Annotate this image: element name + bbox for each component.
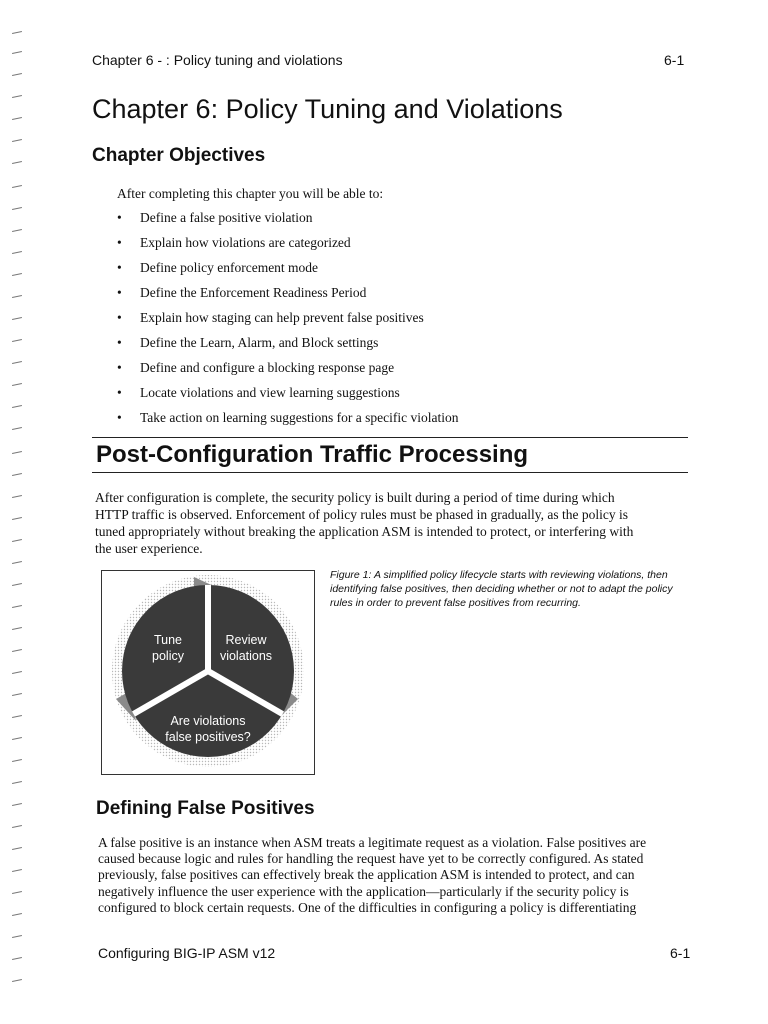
running-header-page-number: 6-1 bbox=[664, 52, 685, 68]
objective-text: Define and configure a blocking response page bbox=[140, 360, 395, 375]
section-rule-bottom bbox=[92, 472, 688, 473]
objective-item bbox=[117, 285, 458, 310]
policy-lifecycle-diagram bbox=[102, 571, 314, 774]
bullet-icon: • bbox=[117, 410, 122, 425]
bullet-icon: • bbox=[117, 285, 122, 300]
footer-title: Configuring BIG-IP ASM v12 bbox=[98, 945, 276, 961]
objective-text: Define policy enforcement mode bbox=[140, 260, 319, 275]
section-rule-top bbox=[92, 437, 688, 438]
segment-label-tune-2: policy bbox=[152, 649, 184, 663]
footer-page-number: 6-1 bbox=[670, 945, 691, 961]
bullet-icon: • bbox=[117, 335, 122, 350]
subsection-paragraph: A false positive is an instance when ASM treats a legitimate request as a violation. False positives are caused because logic and rules for handling the request have yet to be correctly configured. As stated previously, false positives can effectively break the application ASM is intended to protect, and can negatively influence the user experience with the application—particularly if the security policy is configured to block certain requests. One of the difficulties in configuring a policy is differentiating bbox=[98, 835, 647, 915]
bullet-icon: • bbox=[117, 210, 122, 225]
objective-text: Explain how staging can help prevent false positives bbox=[140, 310, 424, 325]
segment-label-tune-1: Tune bbox=[153, 633, 183, 647]
figure-caption: Figure 1: A simplified policy lifecycle starts with reviewing violations, then identifying false positives, then deciding whether or not to adapt the policy rules in order to prevent false positives from recurring. bbox=[330, 569, 673, 609]
objective-item bbox=[117, 335, 458, 360]
section-paragraph: After configuration is complete, the security policy is built during a period of time during which HTTP traffic is observed. Enforcement of policy rules must be phased in gradually, as the policy is tuned appropriately without breaking the application ASM is intended to protect, or interfering with the user experience. bbox=[95, 490, 634, 556]
chapter-title: Chapter 6: Policy Tuning and Violations bbox=[92, 94, 563, 124]
objective-item bbox=[117, 210, 458, 235]
objective-text: Define the Learn, Alarm, and Block settings bbox=[140, 335, 379, 350]
objective-item bbox=[117, 360, 458, 385]
policy-lifecycle-figure bbox=[101, 570, 315, 775]
segment-label-review-2: violations bbox=[219, 649, 273, 663]
objectives-intro: After completing this chapter you will be able to: bbox=[117, 186, 384, 201]
objectives-list bbox=[117, 210, 458, 435]
segment-label-review-1: Review bbox=[225, 633, 267, 647]
section-heading: Post-Configuration Traffic Processing bbox=[96, 441, 529, 468]
bullet-icon: • bbox=[117, 310, 122, 325]
objective-item bbox=[117, 310, 458, 335]
subsection-heading: Defining False Positives bbox=[96, 798, 315, 819]
running-header-title: Chapter 6 - : Policy tuning and violations bbox=[92, 52, 343, 68]
bullet-icon: • bbox=[117, 235, 122, 250]
segment-label-falsepos-2: false positives? bbox=[165, 730, 251, 744]
segment-label-falsepos-1: Are violations bbox=[170, 714, 246, 728]
bullet-icon: • bbox=[117, 385, 122, 400]
objective-text: Take action on learning suggestions for a specific violation bbox=[140, 410, 459, 425]
scan-margin-marks bbox=[0, 0, 40, 1024]
objective-text: Define the Enforcement Readiness Period bbox=[140, 285, 367, 300]
objective-item bbox=[117, 385, 458, 410]
bullet-icon: • bbox=[117, 360, 122, 375]
objective-text: Explain how violations are categorized bbox=[140, 235, 351, 250]
objective-item bbox=[117, 410, 458, 435]
objective-item bbox=[117, 260, 458, 285]
bullet-icon: • bbox=[117, 260, 122, 275]
objective-item bbox=[117, 235, 458, 260]
objective-text: Locate violations and view learning suggestions bbox=[140, 385, 400, 400]
objective-text: Define a false positive violation bbox=[140, 210, 313, 225]
objectives-heading: Chapter Objectives bbox=[92, 145, 266, 166]
